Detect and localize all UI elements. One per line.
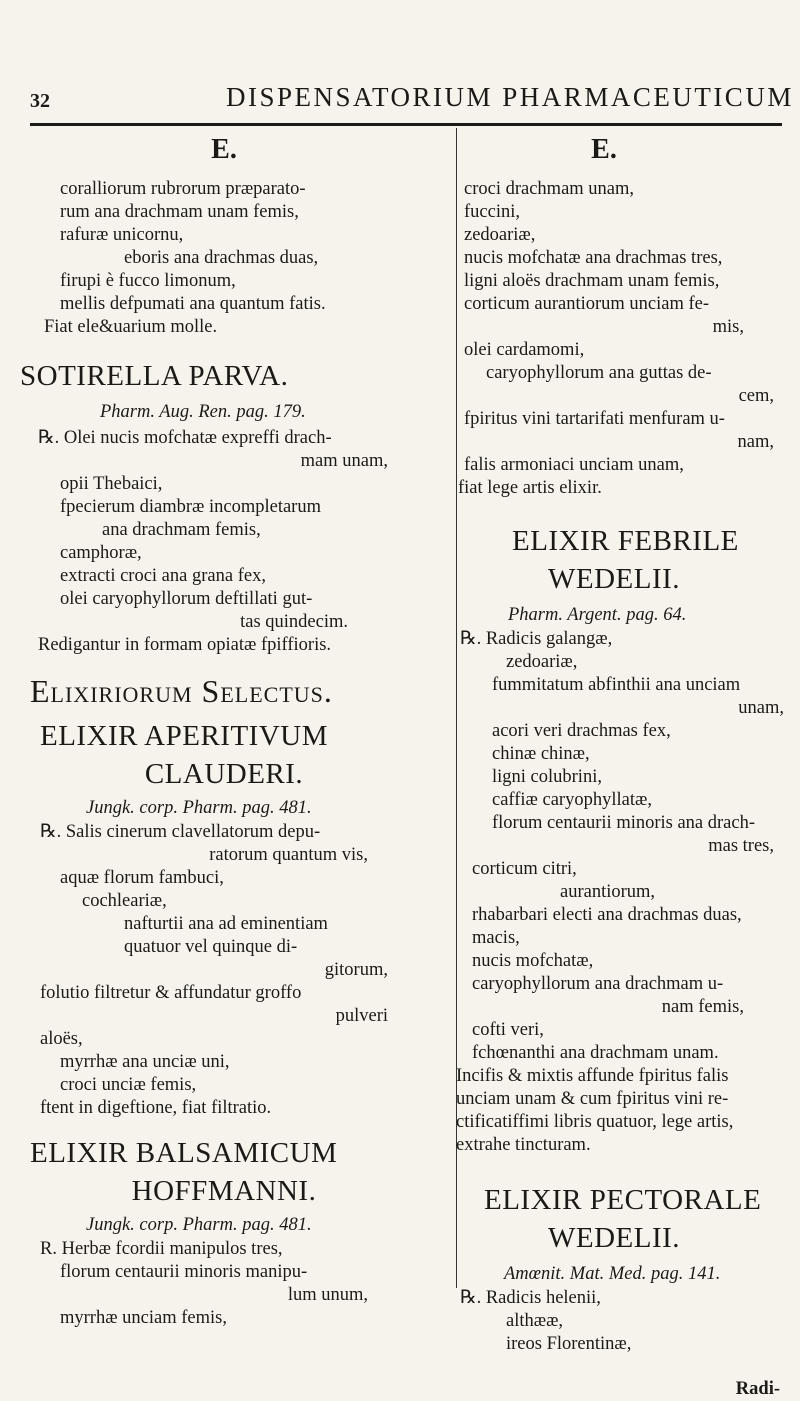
text-line: rum ana drachmam unam femis, bbox=[60, 202, 299, 222]
recipe-reference: Amœnit. Mat. Med. pag. 141. bbox=[504, 1264, 721, 1284]
running-title: DISPENSATORIUM PHARMACEUTICUM bbox=[226, 82, 794, 112]
text-line: florum centaurii minoris manipu- bbox=[60, 1262, 308, 1282]
text-line: ligni colubrini, bbox=[492, 767, 602, 787]
text-line: caryophyllorum ana guttas de- bbox=[486, 363, 712, 383]
recipe-body bbox=[40, 821, 448, 1120]
text-line: folutio filtretur & affundatur groffo bbox=[40, 983, 302, 1003]
text-line: acori veri drachmas fex, bbox=[492, 721, 671, 741]
text-line: R. Herbæ fcordii manipulos tres, bbox=[40, 1239, 283, 1259]
text-line: nucis mofchatæ, bbox=[472, 951, 594, 971]
text-line: caryophyllorum ana drachmam u- bbox=[472, 974, 724, 994]
column-letter: E. bbox=[591, 134, 617, 165]
text-line: florum centaurii minoris ana drach- bbox=[492, 813, 756, 833]
recipe-reference: Jungk. corp. Pharm. pag. 481. bbox=[86, 798, 312, 818]
text-line: opii Thebaici, bbox=[60, 474, 163, 494]
text-line: rhabarbari electi ana drachmas duas, bbox=[472, 905, 742, 925]
text-line: macis, bbox=[472, 928, 520, 948]
text-line: nucis mofchatæ ana drachmas tres, bbox=[464, 248, 723, 268]
text-line: unam, bbox=[738, 698, 784, 718]
text-line: nam femis, bbox=[661, 997, 744, 1017]
text-line: zedoariæ, bbox=[464, 225, 536, 245]
text-line: ligni aloës drachmam unam femis, bbox=[464, 271, 720, 291]
text-line: extrahe tincturam. bbox=[456, 1135, 591, 1155]
recipe-title: WEDELII. bbox=[548, 1222, 681, 1254]
text-line: ctificatiffimi libris quatuor, lege artis, bbox=[456, 1112, 734, 1132]
recipe-reference: Jungk. corp. Pharm. pag. 481. bbox=[86, 1215, 312, 1235]
text-line: fchœnanthi ana drachmam unam. bbox=[472, 1043, 719, 1063]
text-line: corticum aurantiorum unciam fe- bbox=[464, 294, 710, 314]
recipe-title: CLAUDERI. bbox=[144, 758, 304, 790]
text-line: fuccini, bbox=[464, 202, 520, 222]
text-line: fummitatum abfinthii ana unciam bbox=[492, 675, 741, 695]
left-column bbox=[20, 128, 448, 1330]
recipe-body bbox=[456, 628, 784, 1157]
recipe-title: ELIXIR BALSAMICUM bbox=[30, 1137, 338, 1169]
text-line: ana drachmam femis, bbox=[102, 520, 261, 540]
text-line: chinæ chinæ, bbox=[492, 744, 590, 764]
text-line: aquæ florum fambuci, bbox=[60, 868, 224, 888]
text-line: extracti croci ana grana fex, bbox=[60, 566, 266, 586]
text-line: coralliorum rubrorum præparato- bbox=[60, 179, 306, 199]
text-line: ℞. Radicis helenii, bbox=[460, 1288, 601, 1308]
text-line: Incifis & mixtis affunde fpiritus falis bbox=[456, 1066, 729, 1086]
text-line: lum unum, bbox=[287, 1285, 368, 1305]
text-line: mis, bbox=[712, 317, 744, 337]
text-line: myrrhæ unciam femis, bbox=[60, 1308, 227, 1328]
running-head bbox=[30, 80, 794, 120]
text-line: fiat lege artis elixir. bbox=[458, 478, 602, 498]
text-line: mas tres, bbox=[708, 836, 774, 856]
recipe-body bbox=[40, 1238, 448, 1330]
text-line: corticum citri, bbox=[472, 859, 577, 879]
text-line: fpecierum diambræ incompletarum bbox=[60, 497, 321, 517]
text-line: pulveri bbox=[335, 1006, 388, 1026]
recipe-title: ELIXIR PECTORALE bbox=[484, 1184, 762, 1216]
text-line: ftent in digeftione, fiat filtratio. bbox=[40, 1098, 272, 1118]
recipe-title: WEDELII. bbox=[548, 563, 681, 595]
catchword: Radi- bbox=[735, 1379, 780, 1399]
recipe-title: HOFFMANNI. bbox=[131, 1175, 317, 1207]
text-line: nam, bbox=[737, 432, 774, 452]
text-line: caffiæ caryophyllatæ, bbox=[492, 790, 652, 810]
text-line: olei cardamomi, bbox=[464, 340, 585, 360]
text-line: mam unam, bbox=[300, 451, 388, 471]
text-line: ratorum quantum vis, bbox=[209, 845, 368, 865]
text-line: cofti veri, bbox=[472, 1020, 544, 1040]
header-rule bbox=[30, 123, 782, 126]
text-line: aloës, bbox=[40, 1029, 83, 1049]
recipe-title: ELIXIR FEBRILE bbox=[512, 525, 739, 557]
text-line: eboris ana drachmas duas, bbox=[124, 248, 319, 268]
recipe-body bbox=[460, 1287, 784, 1356]
text-line: cem, bbox=[738, 386, 774, 406]
text-line: croci unciæ femis, bbox=[60, 1075, 197, 1095]
text-line: olei caryophyllorum deftillati gut- bbox=[60, 589, 313, 609]
right-intro bbox=[458, 178, 784, 500]
text-line: ireos Florentinæ, bbox=[506, 1334, 632, 1354]
text-line: firupi è fucco limonum, bbox=[60, 271, 236, 291]
text-line: ℞. Salis cinerum clavellatorum depu- bbox=[40, 822, 321, 842]
right-column bbox=[456, 128, 784, 1401]
text-line: nafturtii ana ad eminentiam bbox=[124, 914, 328, 934]
text-line: camphoræ, bbox=[60, 543, 142, 563]
recipe-title: ELIXIR APERITIVUM bbox=[40, 720, 329, 752]
text-line: unciam unam & cum fpiritus vini re- bbox=[456, 1089, 729, 1109]
recipe-body bbox=[38, 427, 448, 657]
text-line: Fiat ele&uarium molle. bbox=[44, 317, 218, 337]
text-line: ℞. Radicis galangæ, bbox=[460, 629, 613, 649]
text-line: cochleariæ, bbox=[82, 891, 167, 911]
text-line: fpiritus vini tartarifati menfuram u- bbox=[464, 409, 725, 429]
text-line: myrrhæ ana unciæ uni, bbox=[60, 1052, 230, 1072]
left-intro bbox=[44, 178, 448, 339]
text-line: gitorum, bbox=[324, 960, 388, 980]
page-number: 32 bbox=[30, 90, 50, 112]
text-line: Redigantur in formam opiatæ fpiffioris. bbox=[38, 635, 332, 655]
text-line: croci drachmam unam, bbox=[464, 179, 635, 199]
recipe-reference: Pharm. Argent. pag. 64. bbox=[508, 605, 687, 625]
text-line: ℞. Olei nucis mofchatæ expreffi drach- bbox=[38, 428, 332, 448]
text-line: tas quindecim. bbox=[240, 612, 348, 632]
text-line: falis armoniaci unciam unam, bbox=[464, 455, 684, 475]
text-line: althææ, bbox=[506, 1311, 564, 1331]
recipe-title: SOTIRELLA PARVA. bbox=[20, 360, 289, 392]
text-line: zedoariæ, bbox=[506, 652, 578, 672]
recipe-reference: Pharm. Aug. Ren. pag. 179. bbox=[100, 402, 306, 422]
column-letter: E. bbox=[211, 134, 237, 165]
text-line: aurantiorum, bbox=[560, 882, 656, 902]
text-line: mellis defpumati ana quantum fatis. bbox=[60, 294, 326, 314]
section-heading: Elixiriorum Selectus. bbox=[30, 673, 333, 709]
text-line: rafuræ unicornu, bbox=[60, 225, 184, 245]
text-line: quatuor vel quinque di- bbox=[124, 937, 298, 957]
